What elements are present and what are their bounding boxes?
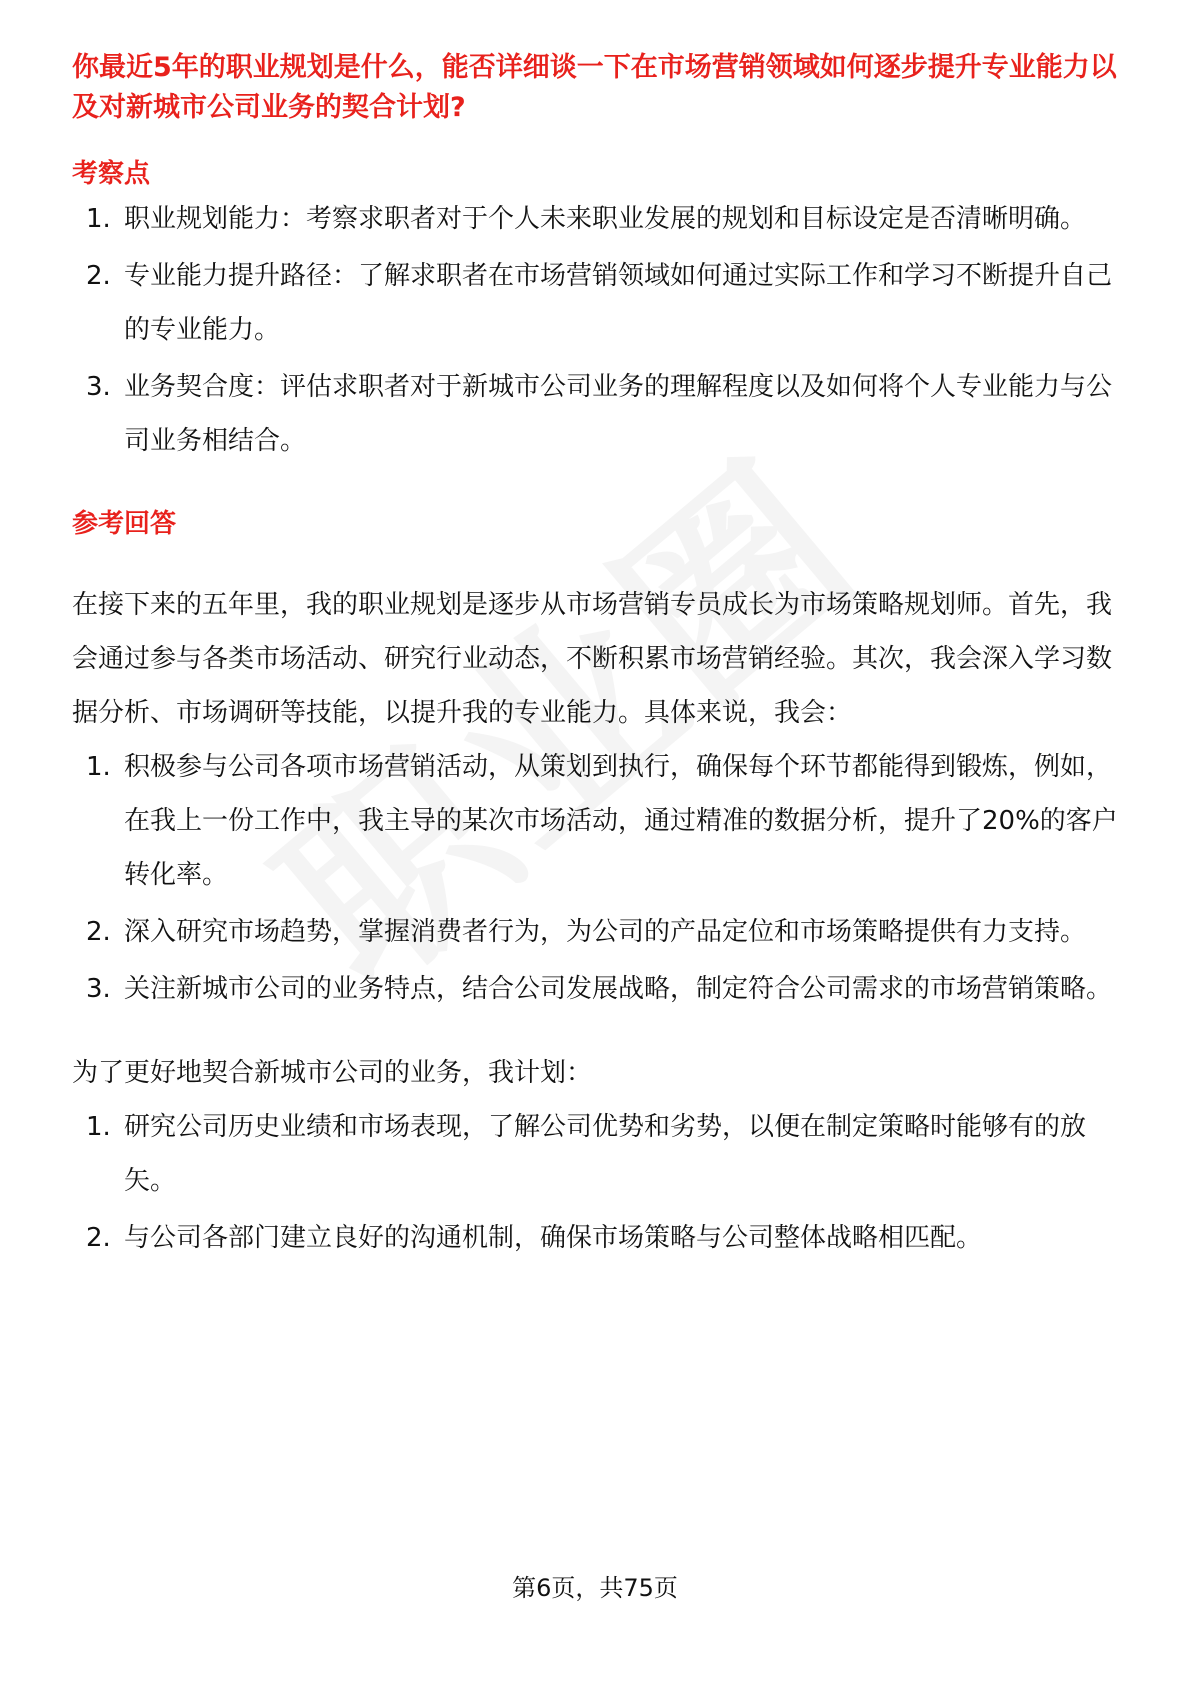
answer-steps-list	[72, 740, 1122, 1016]
list-item	[72, 962, 1122, 1016]
answer-intro-paragraph: 在接下来的五年里，我的职业规划是逐步从市场营销专员成长为市场策略规划师。首先，我会通过参与各类市场活动、研究行业动态，不断积累市场营销经验。其次，我会深入学习数据分析、市场调研等技能，以提升我的专业能力。具体来说，我会：	[72, 590, 1113, 728]
list-item-number: 2.	[86, 261, 111, 291]
list-item-number: 2.	[86, 917, 111, 947]
focus-points-list	[72, 192, 1122, 468]
list-item	[72, 360, 1122, 468]
list-item-text: 关注新城市公司的业务特点，结合公司发展战略，制定符合公司需求的市场营销策略。	[124, 974, 1113, 1004]
section-title-focus-points: 考察点	[72, 159, 151, 189]
list-item	[72, 905, 1122, 959]
question-heading: 你最近5年的职业规划是什么，能否详细谈一下在市场营销领域如何逐步提升专业能力以及对新城市公司业务的契合计划?	[72, 52, 1117, 123]
list-item	[72, 249, 1122, 357]
list-item-number: 1.	[86, 204, 111, 234]
list-item-text: 深入研究市场趋势，掌握消费者行为，为公司的产品定位和市场策略提供有力支持。	[124, 917, 1087, 947]
plan-list	[72, 1100, 1122, 1265]
list-item-text: 专业能力提升路径：了解求职者在市场营销领域如何通过实际工作和学习不断提升自己的专业能力。	[124, 261, 1113, 345]
section-title-reference-answer: 参考回答	[72, 509, 177, 539]
list-item	[72, 192, 1122, 246]
list-item-text: 业务契合度：评估求职者对于新城市公司业务的理解程度以及如何将个人专业能力与公司业务相结合。	[124, 372, 1113, 456]
list-item-number: 1.	[86, 752, 111, 782]
list-item-number: 1.	[86, 1112, 111, 1142]
list-item-number: 2.	[86, 1223, 111, 1253]
list-item-text: 研究公司历史业绩和市场表现，了解公司优势和劣势，以便在制定策略时能够有的放矢。	[124, 1112, 1087, 1196]
list-item-number: 3.	[86, 974, 111, 1004]
plan-intro-paragraph: 为了更好地契合新城市公司的业务，我计划：	[72, 1058, 593, 1088]
page-number-footer: 第6页，共75页	[512, 1574, 678, 1602]
page-content	[72, 48, 1122, 1268]
list-item-number: 3.	[86, 372, 111, 402]
list-item	[72, 1100, 1122, 1208]
list-item-text: 积极参与公司各项市场营销活动，从策划到执行，确保每个环节都能得到锻炼，例如，在我上一份工作中，我主导的某次市场活动，通过精准的数据分析，提升了20%的客户转化率。	[124, 752, 1118, 890]
list-item-text: 职业规划能力：考察求职者对于个人未来职业发展的规划和目标设定是否清晰明确。	[124, 204, 1087, 234]
list-item	[72, 740, 1122, 902]
list-item-text: 与公司各部门建立良好的沟通机制，确保市场策略与公司整体战略相匹配。	[124, 1223, 983, 1253]
list-item	[72, 1211, 1122, 1265]
